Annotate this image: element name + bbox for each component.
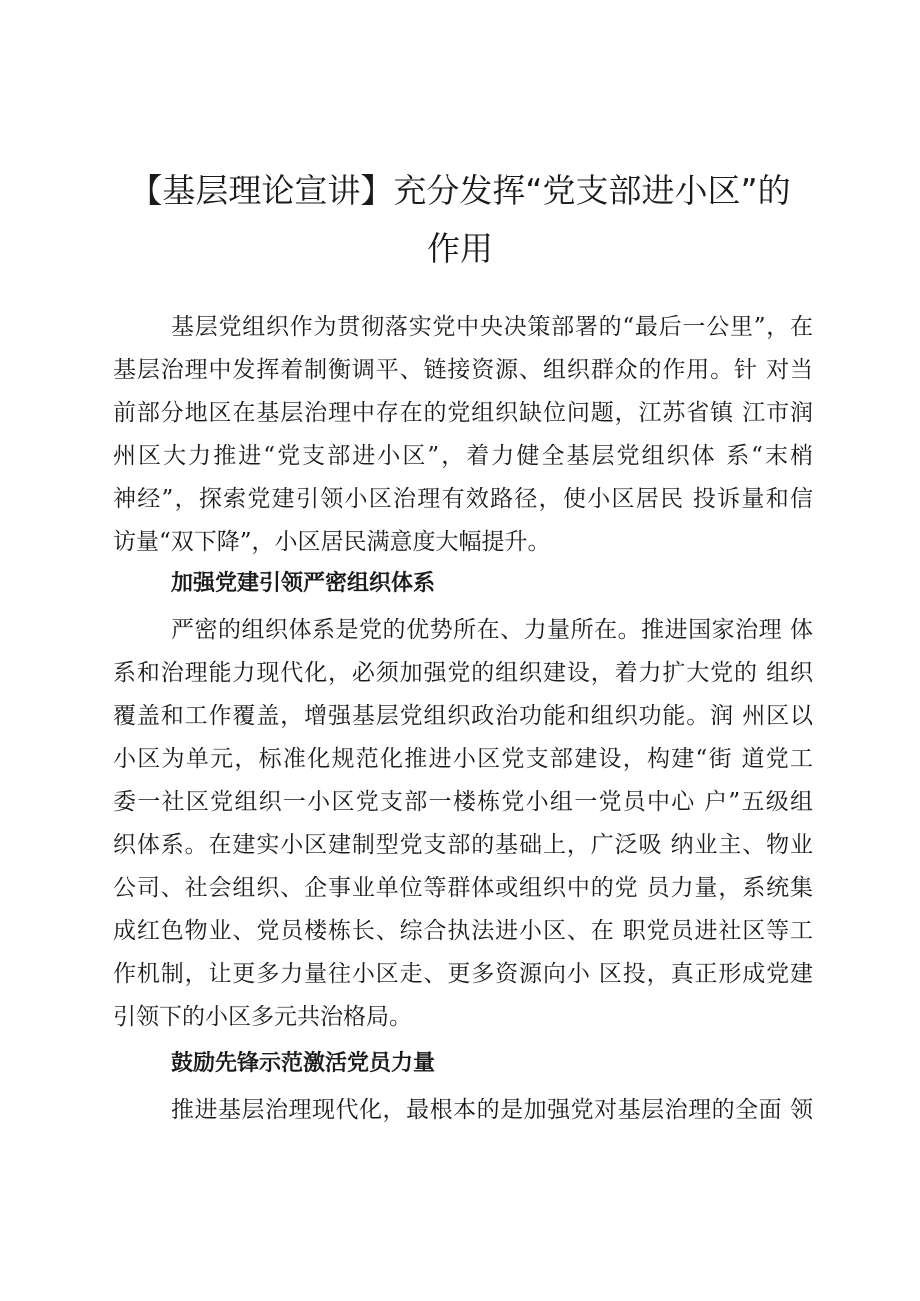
paragraph-line: 委一社区党组织一小区党支部一楼栋党小组一党员中心 户”五级组: [113, 789, 813, 815]
paragraph-intro: [113, 306, 813, 564]
paragraph-line: 系和治理能力现代化，必须加强党的组织建设，着力扩大党的 组织: [113, 660, 813, 686]
document-title: [110, 162, 810, 278]
paragraph-line: 小区为单元，标准化规范化推进小区党支部建设，构建“街 道党工: [113, 746, 813, 772]
paragraph-line: 作机制，让更多力量往小区走、更多资源向小 区投，真正形成党建: [113, 961, 813, 987]
paragraph-line: 神经”，探索党建引领小区治理有效路径，使小区居民 投诉量和信: [113, 486, 813, 512]
paragraph-line: 州区大力推进“党支部进小区”，着力健全基层党组织体 系“末梢: [113, 443, 813, 469]
paragraph-line: 访量“双下降”，小区居民满意度大幅提升。: [113, 529, 551, 555]
paragraph-line: 严密的组织体系是党的优势所在、力量所在。推进国家治理 体: [171, 617, 813, 643]
paragraph-line: 基层治理中发挥着制衡调平、链接资源、组织群众的作用。针 对当: [113, 357, 813, 383]
section-heading-pioneer: 鼓励先锋示范激活党员力量: [171, 1051, 436, 1076]
paragraph-line: 公司、社会组织、企事业单位等群体或组织中的党 员力量，系统集: [113, 875, 813, 901]
title-line: 【基层理论宣讲】充分发挥“党支部进小区”的: [129, 171, 791, 210]
paragraph-line: 织体系。在建实小区建制型党支部的基础上，广泛吸 纳业主、物业: [113, 832, 813, 858]
paragraph-line: 引领下的小区多元共治格局。: [113, 1004, 412, 1030]
paragraph-line: 推进基层治理现代化，最根本的是加强党对基层治理的全面 领: [171, 1097, 813, 1123]
paragraph-line: 成红色物业、党员楼栋长、综合执法进小区、在 职党员进社区等工: [113, 918, 813, 944]
section-heading-organization: 加强党建引领严密组织体系: [171, 571, 436, 596]
paragraph-pioneer: [113, 1089, 813, 1132]
paragraph-organization: [113, 609, 813, 1039]
paragraph-line: 前部分地区在基层治理中存在的党组织缺位问题，江苏省镇 江市润: [113, 400, 813, 426]
paragraph-line: 覆盖和工作覆盖，增强基层党组织政治功能和组织功能。润 州区以: [113, 703, 813, 729]
paragraph-line: 基层党组织作为贯彻落实党中央决策部署的“最后一公里”，在: [171, 314, 813, 340]
title-line: 作用: [427, 229, 493, 268]
